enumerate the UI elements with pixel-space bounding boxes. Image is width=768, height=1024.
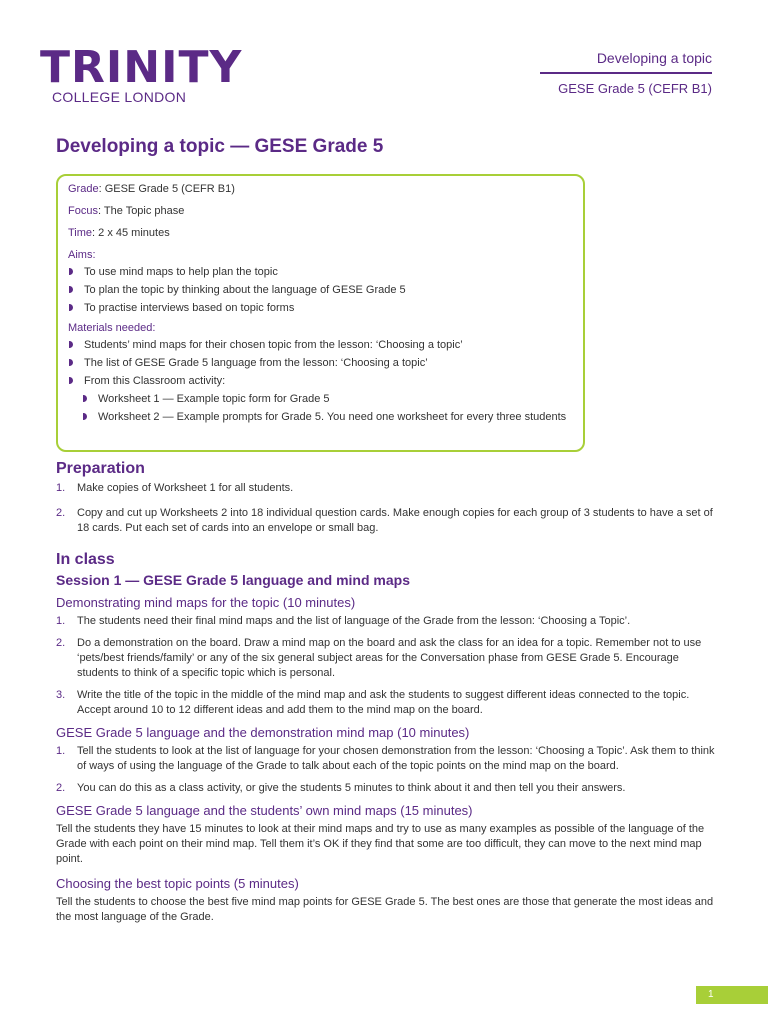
header-section-title: Developing a topic	[540, 50, 712, 74]
list-item: Worksheet 2 — Example prompts for Grade 5. You need one worksheet for every three students	[82, 410, 573, 424]
focus-label: Focus	[68, 205, 98, 217]
duration: (10 minutes)	[282, 595, 356, 610]
item-number: 2.	[56, 507, 66, 519]
title-block	[56, 136, 716, 158]
item-text: Copy and cut up Worksheets 2 into 18 individual question cards. Make enough copies for each group of 3 students to have a set of 18 cards. Put each set of cards into an envelope or small bag.	[77, 507, 713, 534]
page-title: Developing a topic — GESE Grade 5	[56, 136, 384, 157]
list-item	[56, 744, 716, 774]
subsection-title: GESE Grade 5 language and the demonstration mind map	[56, 725, 394, 740]
list-item	[56, 506, 716, 536]
trinity-logo	[40, 42, 243, 105]
focus-row	[68, 204, 573, 218]
logo-wordmark: TRINITY	[40, 42, 243, 93]
grade-value: : GESE Grade 5 (CEFR B1)	[98, 183, 235, 195]
paragraph: Tell the students to choose the best five mind map points for GESE Grade 5. The best ones are those that generate the most ideas and the most language of the Grade.	[56, 896, 714, 923]
header-right	[540, 50, 712, 96]
header-grade: GESE Grade 5 (CEFR B1)	[558, 81, 712, 96]
demo-list	[56, 614, 716, 718]
language-list	[56, 744, 716, 796]
item-text: Make copies of Worksheet 1 for all students.	[77, 482, 294, 494]
materials-list	[68, 338, 573, 424]
subsection-title: Choosing the best topic points	[56, 876, 231, 891]
item-number: 1.	[56, 615, 66, 627]
aims-label: Aims:	[68, 249, 96, 261]
duration: (5 minutes)	[233, 876, 299, 891]
item-text: Do a demonstration on the board. Draw a mind map on the board and ask the class for an idea for a topic. Remember not to use ‘pets/best friends/family’ or any of the six general subject areas for the Conversation phase from GESE Grade 5. Encourage students to think of a specific topic which is personal.	[77, 637, 702, 679]
in-class-section	[56, 552, 716, 925]
in-class-heading: In class	[56, 551, 115, 568]
item-number: 2.	[56, 782, 66, 794]
item-text: You can do this as a class activity, or give the students 5 minutes to think about it and then tell you their answers.	[77, 782, 626, 794]
list-item	[56, 688, 716, 718]
list-item: From this Classroom activity:	[68, 374, 573, 388]
focus-value: : The Topic phase	[97, 205, 185, 217]
subsection-heading	[56, 725, 716, 740]
duration: (15 minutes)	[400, 803, 473, 818]
list-item: To plan the topic by thinking about the language of GESE Grade 5	[68, 283, 573, 297]
subsection-heading	[56, 876, 716, 891]
item-number: 1.	[56, 482, 66, 494]
subsection-heading	[56, 803, 716, 818]
list-item	[56, 481, 716, 496]
list-item	[56, 614, 716, 629]
list-item	[56, 636, 716, 681]
paragraph: Tell the students they have 15 minutes to look at their mind maps and try to use as many examples as possible of the language of the Grade with each point on their mind map. Tell them it’s OK if they find that some are too difficult, they can move to the next mind map point.	[56, 823, 705, 865]
item-number: 2.	[56, 637, 66, 649]
list-item	[56, 781, 716, 796]
time-row	[68, 226, 573, 240]
preparation-heading: Preparation	[56, 460, 145, 477]
materials-label: Materials needed:	[68, 322, 156, 334]
grade-label: Grade	[68, 183, 99, 195]
info-box	[56, 174, 585, 452]
preparation-list	[56, 481, 716, 536]
list-item: Worksheet 1 — Example topic form for Grade 5	[82, 392, 573, 406]
list-item: Students’ mind maps for their chosen topic from the lesson: ‘Choosing a topic’	[68, 338, 573, 352]
duration: (10 minutes)	[397, 725, 470, 740]
grade-row	[68, 182, 573, 196]
session-heading: Session 1 — GESE Grade 5 language and mind maps	[56, 572, 410, 588]
list-item: The list of GESE Grade 5 language from the lesson: ‘Choosing a topic’	[68, 356, 573, 370]
item-text: Tell the students to look at the list of language for your chosen demonstration from the lesson: ‘Choosing a Topic’. Ask them to think of ways of using the language of the Grade to talk about each of the topic points on the mind map on the board.	[77, 745, 715, 772]
subsection-title: Demonstrating mind maps for the topic	[56, 595, 280, 610]
page-number: 1	[696, 986, 768, 1004]
time-value: : 2 x 45 minutes	[92, 227, 170, 239]
preparation-section	[56, 461, 716, 543]
item-number: 3.	[56, 689, 66, 701]
logo-subtitle: COLLEGE LONDON	[52, 89, 187, 105]
time-label: Time	[68, 227, 93, 239]
list-item: To use mind maps to help plan the topic	[68, 265, 573, 279]
item-text: Write the title of the topic in the middle of the mind map and ask the students to suggest different ideas connected to the topic. Accept around 10 to 12 different ideas and add them to the mind map on the board.	[77, 689, 690, 716]
item-number: 1.	[56, 745, 66, 757]
aims-list	[68, 265, 573, 315]
item-text: The students need their final mind maps and the list of language of the Grade from the lesson: ‘Choosing a Topic’.	[77, 615, 631, 627]
subsection-heading	[56, 595, 716, 610]
list-item: To practise interviews based on topic forms	[68, 301, 573, 315]
subsection-title: GESE Grade 5 language and the students’ own mind maps	[56, 803, 397, 818]
